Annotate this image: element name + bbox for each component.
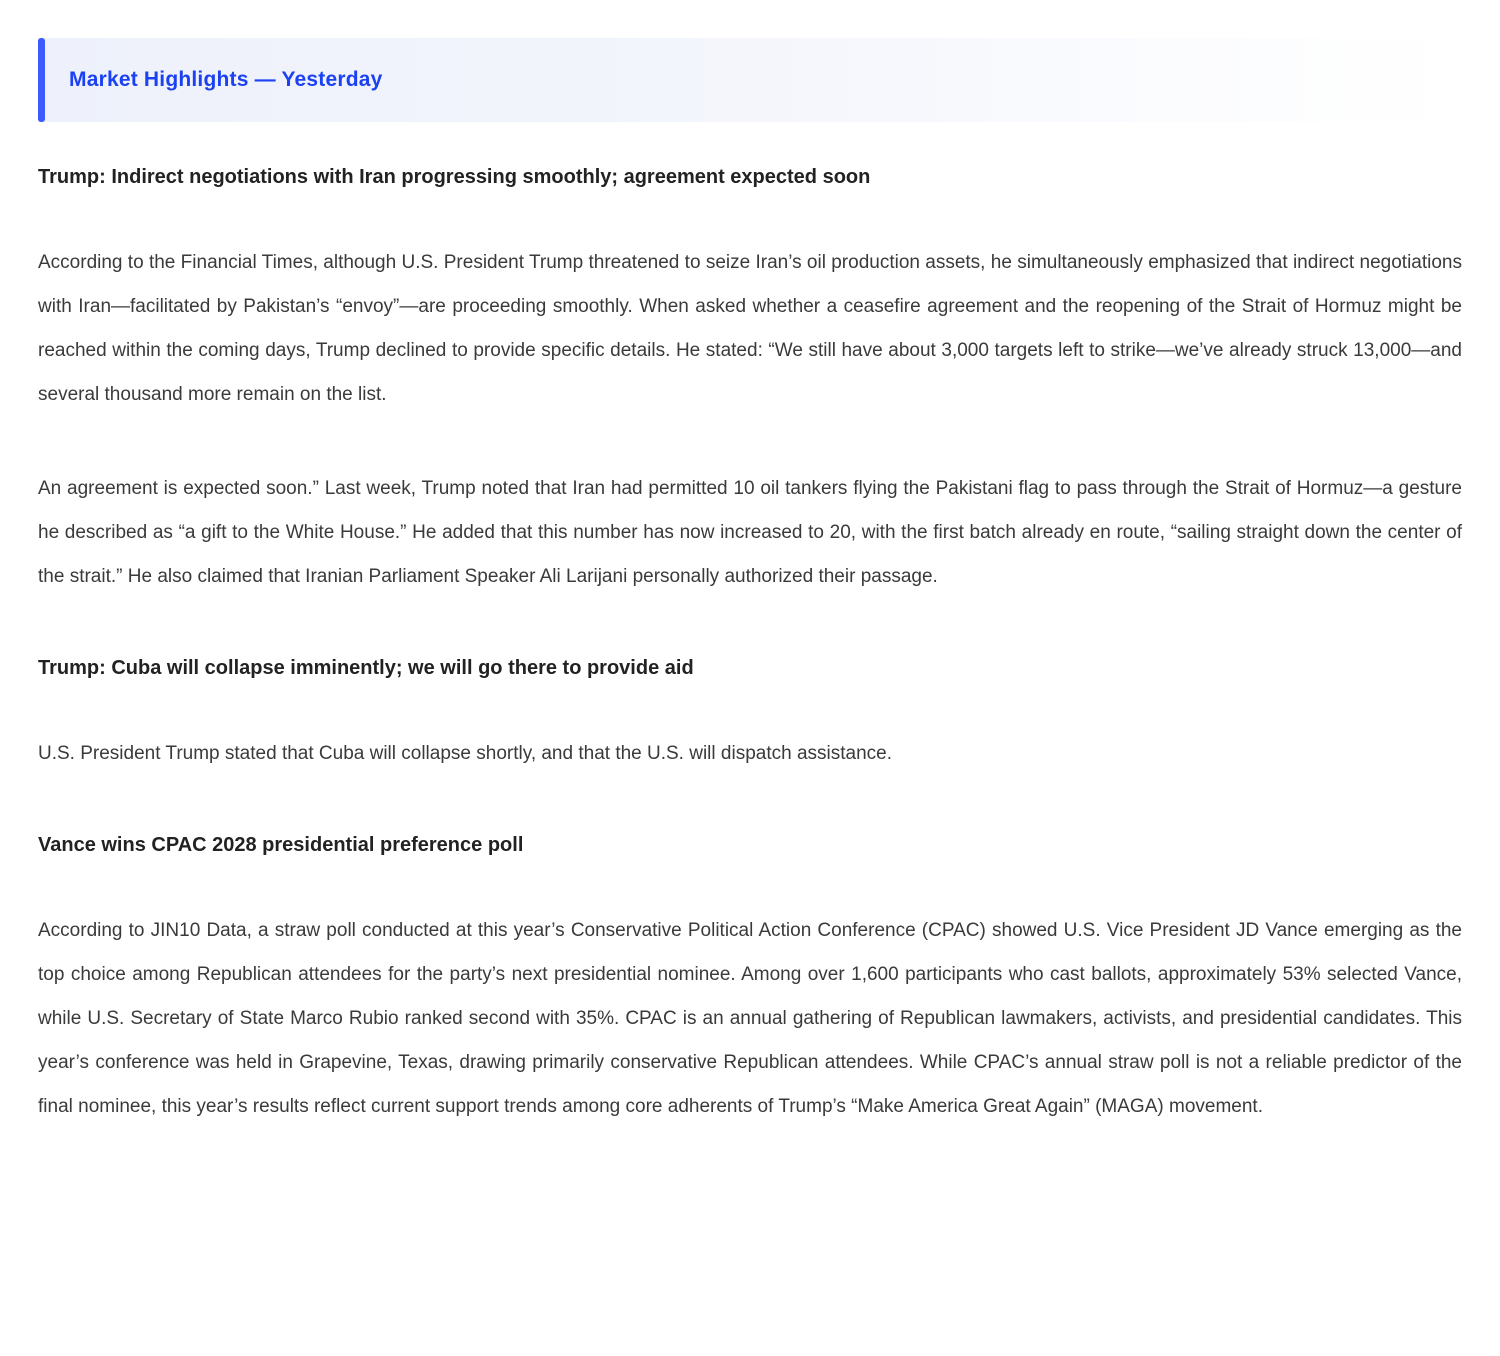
banner-accent-bar: [38, 38, 45, 122]
section-headline: Trump: Cuba will collapse imminently; we will go there to provide aid: [38, 657, 694, 679]
section-paragraph: An agreement is expected soon.” Last week, Trump noted that Iran had permitted 10 oil tankers flying the Pakistani flag to pass through the Strait of Hormuz—a gesture he described as “a gift to the White House.” He added that this number has now increased to 20, with the first batch already en route, “sailing straight down the center of the strait.” He also claimed that Iranian Parliament Speaker Ali Larijani personally authorized their passage.: [38, 478, 1462, 587]
section-headline: Vance wins CPAC 2028 presidential preference poll: [38, 834, 524, 856]
section-headline: Trump: Indirect negotiations with Iran progressing smoothly; agreement expected soon: [38, 166, 871, 188]
market-highlights-banner: [38, 38, 1462, 122]
news-section-cuba: [38, 655, 1462, 776]
news-section-iran: [38, 164, 1462, 599]
section-paragraph: According to JIN10 Data, a straw poll conducted at this year’s Conservative Political Action Conference (CPAC) showed U.S. Vice President JD Vance emerging as the top choice among Republican attendees for the party’s next presidential nominee. Among over 1,600 participants who cast ballots, approximately 53% selected Vance, while U.S. Secretary of State Marco Rubio ranked second with 35%. CPAC is an annual gathering of Republican lawmakers, activists, and presidential candidates. This year’s conference was held in Grapevine, Texas, drawing primarily conservative Republican attendees. While CPAC’s annual straw poll is not a reliable predictor of the final nominee, this year’s results reflect current support trends among core adherents of Trump’s “Make America Great Again” (MAGA) movement.: [38, 920, 1462, 1117]
banner-title: Market Highlights — Yesterday: [69, 68, 383, 91]
section-paragraph: U.S. President Trump stated that Cuba will collapse shortly, and that the U.S. will dispatch assistance.: [38, 743, 892, 764]
section-paragraph: According to the Financial Times, although U.S. President Trump threatened to seize Iran’s oil production assets, he simultaneously emphasized that indirect negotiations with Iran—facilitated by Pakistan’s “envoy”—are proceeding smoothly. When asked whether a ceasefire agreement and the reopening of the Strait of Hormuz might be reached within the coming days, Trump declined to provide specific details. He stated: “We still have about 3,000 targets left to strike—we’ve already struck 13,000—and several thousand more remain on the list.: [38, 252, 1462, 405]
news-section-cpac: [38, 832, 1462, 1129]
